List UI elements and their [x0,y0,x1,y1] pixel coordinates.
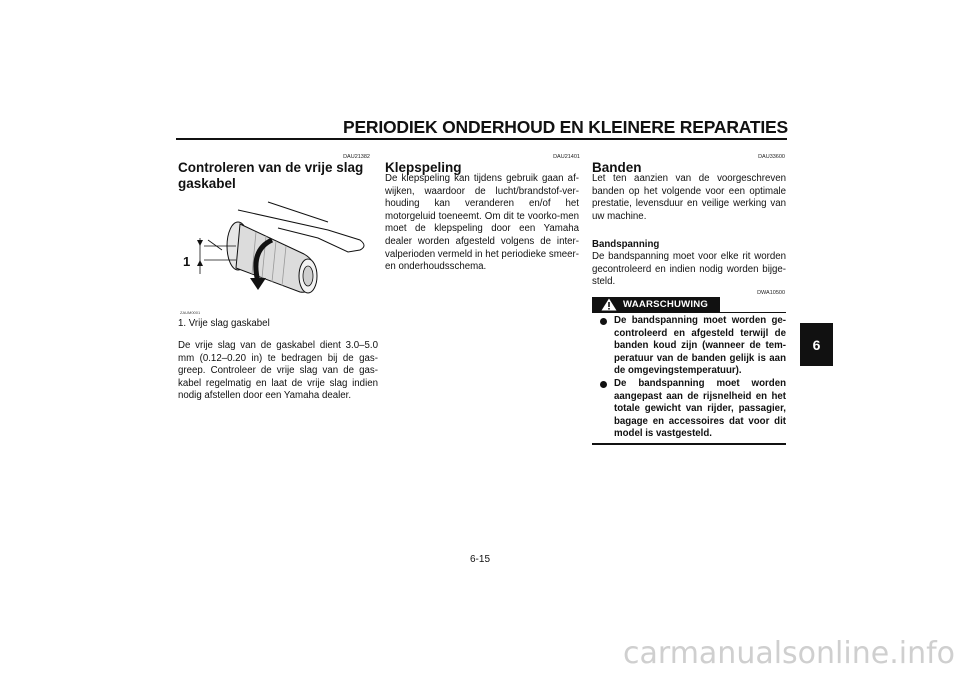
tire-pressure-text: De bandspanning moet voor elke rit worden gecontroleerd en indien nodig worden bijge-steld. [592,251,786,288]
page-header-title: PERIODIEK ONDERHOUD EN KLEINERE REPARATIES [342,117,788,137]
list-item [598,378,786,441]
warning-rule [592,312,786,313]
warning-code: DWA10500 [757,290,785,296]
warning-list [598,315,786,441]
section-code: DAU21401 [553,154,580,160]
section-code: DAU33600 [758,154,785,160]
chapter-tab[interactable]: 6 [800,323,833,366]
section-heading-throttle-cable: Controleren van de vrije slag gaskabel [178,160,364,191]
bullet-icon [600,318,607,325]
tires-intro-text: Let ten aanzien van de voorgeschreven banden op het volgende voor een optimale prestatie, levensduur en veilige werking van uw machine. [592,173,786,222]
page-number: 6-15 [469,554,490,565]
throttle-body-text: De vrije slag van de gaskabel dient 3.0–5.0 mm (0.12–0.20 in) te bedragen bij de gas-greep. Controleer de vrije slag van de gas-kabel regelmatig en laat de vrije slag indien nodig afstellen door een Yamaha dealer. [178,340,378,402]
figure-caption: 1. Vrije slag gaskabel [178,318,270,329]
header-rule [176,138,787,140]
list-item [598,315,786,378]
warning-item-text: De bandspanning moet worden ge-controleerd en afgesteld terwijl de banden koud zijn (wanneer de tem-peratuur van de banden gelijk is aan de omgevingstemperatuur). [614,315,786,377]
section-heading-valve-clearance: Klepspeling [385,160,462,175]
subheading-tire-pressure: Bandspanning [592,239,660,250]
warning-item-text: De bandspanning moet worden aangepast aan de rijsnelheid en het totale gewicht van rijder, passagier, bagage en accessoires dat voor dit model is vastgesteld. [614,377,786,440]
warning-end-rule [592,443,786,445]
section-code: DAU21382 [343,154,370,160]
warning-triangle-icon [601,298,617,311]
figure-code: ZAUM0001 [180,310,201,315]
callout-number: 1 [183,254,191,269]
warning-label-box [592,297,720,312]
bullet-icon [600,381,607,388]
valve-body-text: De klepspeling kan tijdens gebruik gaan af-wijken, waardoor de lucht/brandstof-ver-houding kan veranderen en/of het motorgeluid toeneemt. Om dit te voorko-men moet de klepspeling door een Yamaha dealer worden afgesteld volgens de inter-valperioden vermeld in het periodieke smeer- en onderhoudsschema. [385,173,579,273]
section-heading-tires: Banden [592,160,642,175]
throttle-grip-illustration [178,200,378,318]
warning-label: WAARSCHUWING [623,299,709,310]
watermark: carmanualsonline.info [623,636,955,671]
